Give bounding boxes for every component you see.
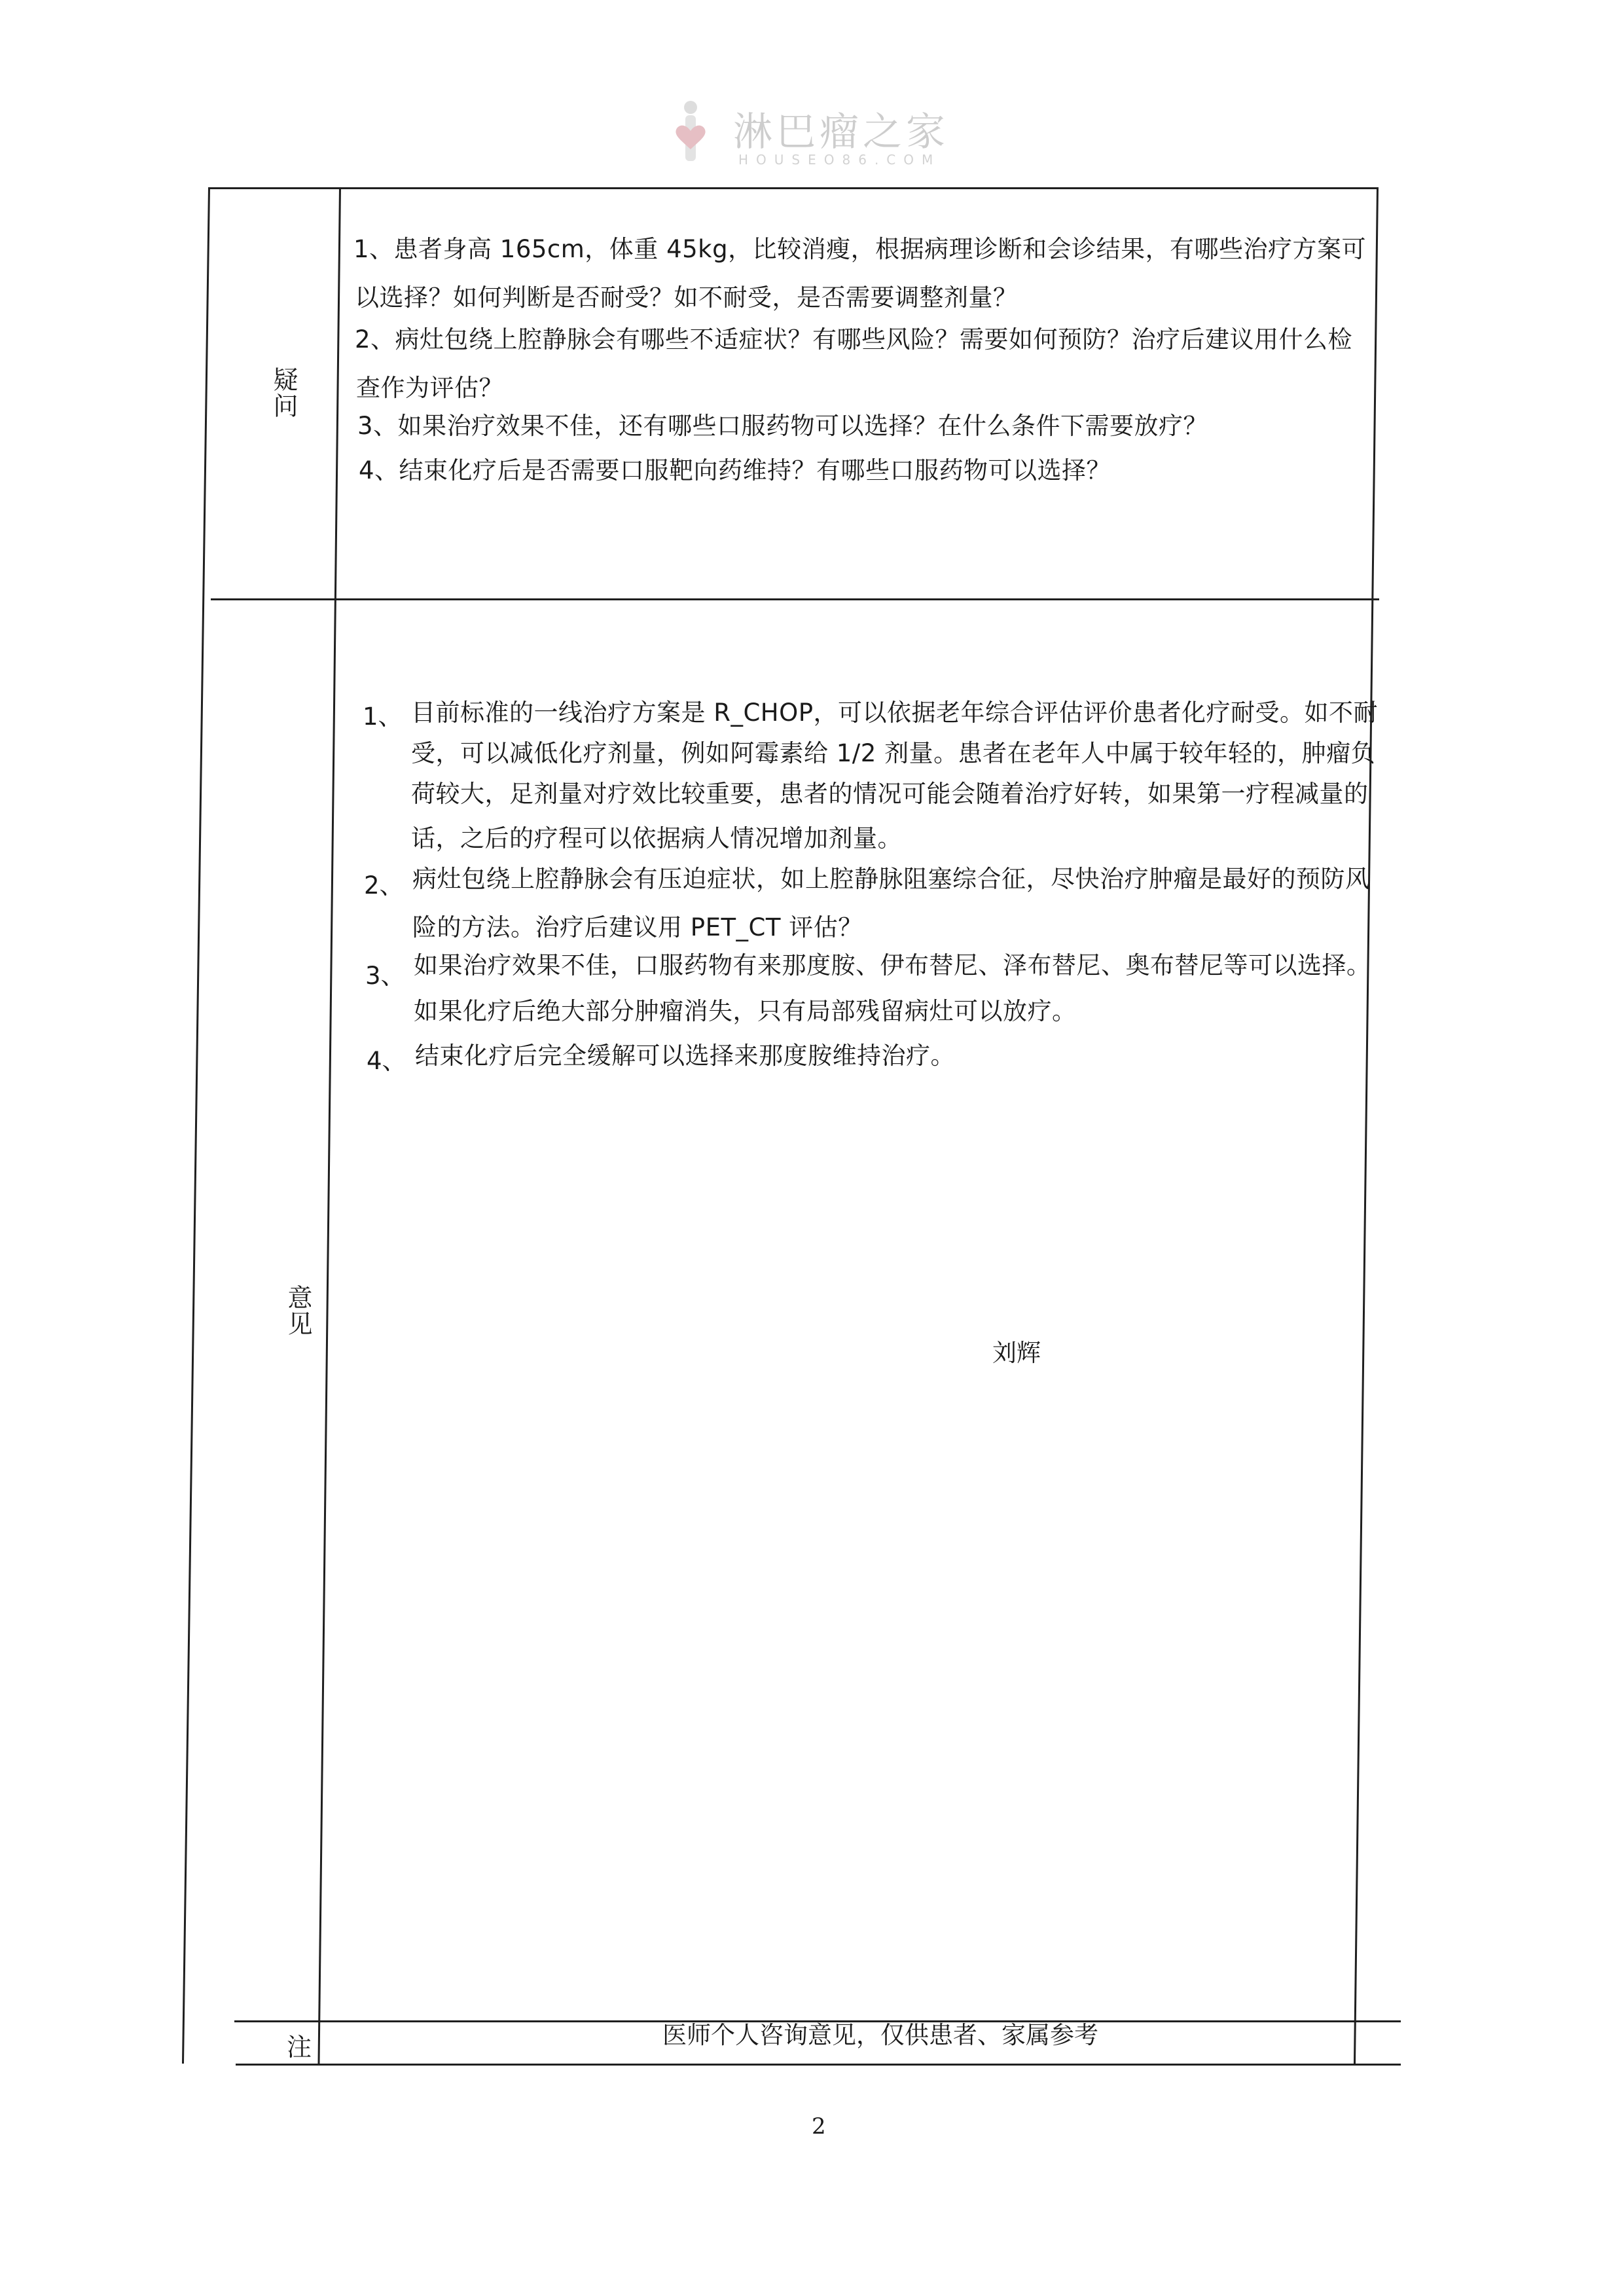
opinion-item-number: 1、 (363, 702, 403, 731)
opinion-line: 病灶包绕上腔静脉会有压迫症状，如上腔静脉阻塞综合征，尽快治疗肿瘤是最好的预防风 (412, 865, 1370, 893)
opinion-line: 荷较大，足剂量对疗效比较重要，患者的情况可能会随着治疗好转，如果第一疗程减量的 (411, 780, 1369, 808)
opinion-line: 如果化疗后绝大部分肿瘤消失，只有局部残留病灶可以放疗。 (414, 997, 1077, 1025)
watermark-title: 淋巴瘤之家 (733, 109, 949, 155)
opinion-item-number: 4、 (367, 1047, 406, 1075)
heart-figure-logo-icon (668, 98, 713, 170)
table-border-right (1354, 187, 1379, 2064)
note-text: 医师个人咨询意见，仅供患者、家属参考 (662, 2021, 1098, 2049)
question-line: 以选择？如何判断是否耐受？如不耐受，是否需要调整剂量？ (355, 283, 1018, 312)
opinion-line: 目前标准的一线治疗方案是 R_CHOP，可以依据老年综合评估评价患者化疗耐受。如不耐 (411, 699, 1379, 727)
question-line: 2、病灶包绕上腔静脉会有哪些不适症状？有哪些风险？需要如何预防？治疗后建议用什么检 (355, 325, 1353, 354)
row-divider-questions-opinion (211, 598, 1379, 600)
opinion-line: 受，可以减低化疗剂量，例如阿霉素给 1/2 剂量。患者在老年人中属于较年轻的，肿瘤负 (411, 739, 1376, 767)
opinion-line: 结束化疗后完全缓解可以选择来那度胺维持治疗。 (415, 1042, 955, 1070)
label-column-divider (317, 187, 341, 2064)
question-line: 3、如果治疗效果不佳，还有哪些口服药物可以选择？在什么条件下需要放疗？ (357, 412, 1208, 440)
opinion-line: 话，之后的疗程可以依据病人情况增加剂量。 (411, 824, 902, 852)
doctor-signature: 刘辉 (992, 1339, 1041, 1367)
table-border-bottom (236, 2064, 1401, 2066)
note-label: 注 (287, 2033, 312, 2062)
watermark (655, 98, 956, 177)
page-number: 2 (812, 2113, 826, 2140)
opinion-label: 意见 (283, 1285, 312, 1337)
watermark-subtitle: HOUSEO86.COM (738, 152, 941, 168)
opinion-item-number: 2、 (364, 871, 404, 900)
opinion-item-number: 3、 (365, 962, 405, 990)
question-line: 4、结束化疗后是否需要口服靶向药维持？有哪些口服药物可以选择？ (359, 456, 1111, 484)
opinion-line: 如果治疗效果不佳，口服药物有来那度胺、伊布替尼、泽布替尼、奥布替尼等可以选择。 (414, 951, 1371, 979)
table-border-left (182, 187, 210, 2064)
questions-label: 疑问 (269, 367, 298, 419)
question-line: 查作为评估？ (356, 374, 503, 402)
opinion-line: 险的方法。治疗后建议用 PET_CT 评估？ (412, 913, 863, 941)
question-line: 1、患者身高 165cm，体重 45kg，比较消瘦，根据病理诊断和会诊结果，有哪些治疗方案可 (353, 235, 1367, 263)
table-border-top (208, 187, 1377, 189)
